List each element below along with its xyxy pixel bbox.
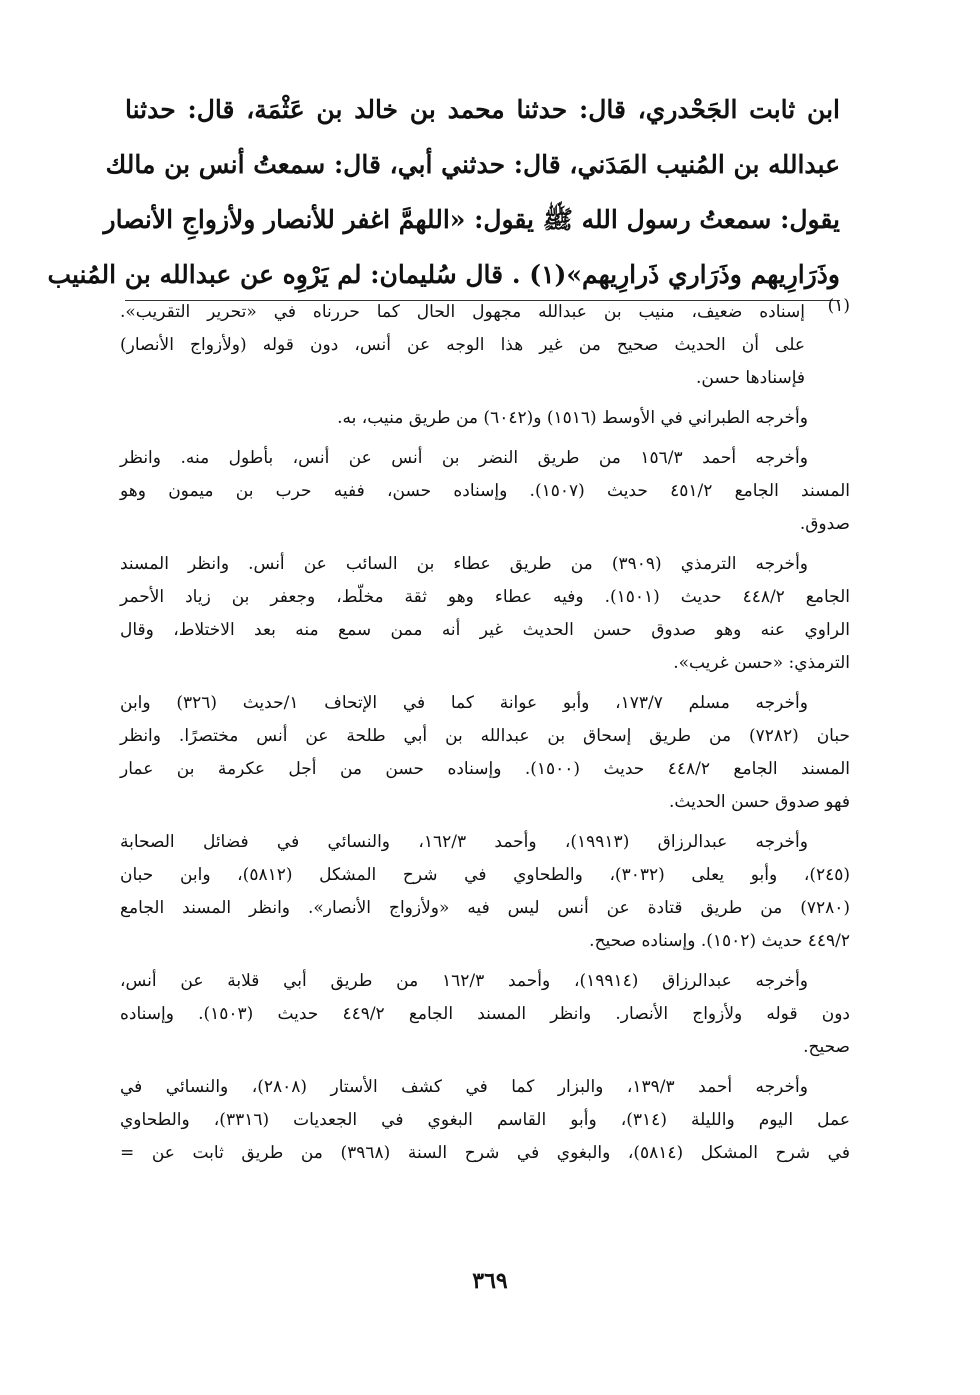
footnote-line: وأخرجه مسلم ١٧٣/٧، وأبو عوانة كما في الإتحاف ١/حديث (٣٢٦) وابن bbox=[120, 693, 808, 713]
footnote-paragraph bbox=[120, 687, 850, 819]
footnote-paragraph bbox=[120, 442, 850, 541]
main-text bbox=[47, 82, 840, 302]
footnote-line: صدوق. bbox=[799, 514, 850, 534]
footnote-line: (٧٢٨٠) من طريق قتادة عن أنس ليس فيه «ولأزواج الأنصار». وانظر المسند الجامع bbox=[120, 898, 850, 918]
main-line: عبدالله بن المُنيب المَدَني، قال: حدثني أبي، قال: سمعتُ أنس بن مالك bbox=[105, 150, 840, 179]
footnote-line: فإسنادها حسن. bbox=[696, 368, 805, 388]
footnote-line: الراوي عنه وهو صدوق حسن الحديث غير أنه ممن سمع منه بعد الاختلاط، وقال bbox=[120, 620, 850, 640]
footnote-line: وأخرجه الترمذي (٣٩٠٩) من طريق عطاء بن السائب عن أنس. وانظر المسند bbox=[120, 554, 809, 574]
page-number: ٣٦٩ bbox=[472, 1268, 508, 1294]
footnote-paragraph bbox=[120, 826, 850, 958]
footnote-paragraph bbox=[120, 402, 850, 435]
footnote-line: المسند الجامع ٤٥١/٢ حديث (١٥٠٧). وإسناده حسن، ففيه حرب بن ميمون وهو bbox=[120, 481, 850, 501]
footnote-line: الجامع ٤٤٨/٢ حديث (١٥٠١). وفيه عطاء وهو ثقة مخلّط، وجعفر بن زياد الأحمر bbox=[120, 587, 850, 607]
main-line: ابن ثابت الجَحْدري، قال: حدثنا محمد بن خالد بن عَثْمَة، قال: حدثنا bbox=[125, 95, 840, 124]
footnote-line: ٤٤٩/٢ حديث (١٥٠٢). وإسناده صحيح. bbox=[589, 931, 850, 951]
footnote-line: وأخرجه الطبراني في الأوسط (١٥١٦) و(٦٠٤٢) من طريق منيب، به. bbox=[337, 408, 808, 428]
footnote-number: (١) bbox=[827, 296, 850, 316]
footnote-line: عمل اليوم والليلة (٣١٤)، وأبو القاسم البغوي في الجعديات (٣٣١٦)، والطحاوي bbox=[120, 1110, 850, 1130]
main-line: وذَرَارِيهم وذَرَاري ذَرارِيهم»(١) . قال سُليمان: لم يَرْوِه عن عبدالله بن المُنيب bbox=[47, 260, 840, 289]
footnote-paragraph bbox=[120, 296, 850, 395]
footnote-line: الترمذي: «حسن غريب». bbox=[673, 653, 850, 673]
footnote-line: صحيح. bbox=[803, 1037, 850, 1057]
footnote-line: فهو صدوق حسن الحديث. bbox=[669, 792, 850, 812]
footnotes bbox=[120, 296, 850, 1177]
footnote-line: دون قوله ولأزواج الأنصار. وانظر المسند الجامع ٤٤٩/٢ حديث (١٥٠٣). وإسناده bbox=[120, 1004, 850, 1024]
footnote-line: وأخرجه عبدالرزاق (١٩٩١٤)، وأحمد ١٦٢/٣ من طريق أبي قلابة عن أنس، bbox=[120, 971, 808, 991]
footnote-line: في شرح المشكل (٥٨١٤)، والبغوي في شرح السنة (٣٩٦٨) من طريق ثابت عن = bbox=[120, 1143, 850, 1163]
footnote-paragraph bbox=[120, 965, 850, 1064]
footnote-paragraph bbox=[120, 548, 850, 680]
footnote-line: المسند الجامع ٤٤٨/٢ حديث (١٥٠٠). وإسناده حسن من أجل عكرمة بن عمار bbox=[120, 759, 850, 779]
footnote-paragraph bbox=[120, 1071, 850, 1170]
footnote-line: على أن الحديث صحيح من غير هذا الوجه عن أنس، دون قوله (ولأزواج الأنصار) bbox=[120, 335, 805, 355]
footnote-line: وأخرجه أحمد ١٥٦/٣ من طريق النضر بن أنس عن أنس، بأطول منه. وانظر bbox=[120, 448, 808, 468]
main-line: يقول: سمعتُ رسول الله ﷺ يقول: «اللهمَّ اغفر للأنصار ولأزواجِ الأنصار bbox=[103, 205, 840, 234]
footnote-line: إسناده ضعيف، منيب بن عبدالله مجهول الحال كما حررناه في «تحرير التقريب». bbox=[120, 302, 805, 322]
footnote-line: وأخرجه أحمد ١٣٩/٣، والبزار كما في كشف الأستار (٢٨٠٨)، والنسائي في bbox=[120, 1077, 808, 1097]
footnote-line: وأخرجه عبدالرزاق (١٩٩١٣)، وأحمد ١٦٢/٣، والنسائي في فضائل الصحابة bbox=[120, 832, 808, 852]
footnote-line: (٢٤٥)، وأبو يعلى (٣٠٣٢)، والطحاوي في شرح المشكل (٥٨١٢)، وابن حبان bbox=[120, 865, 850, 885]
footnote-line: حبان (٧٢٨٢) من طريق إسحاق بن عبدالله بن أبي طلحة عن أنس مختصرًا. وانظر bbox=[120, 726, 850, 746]
